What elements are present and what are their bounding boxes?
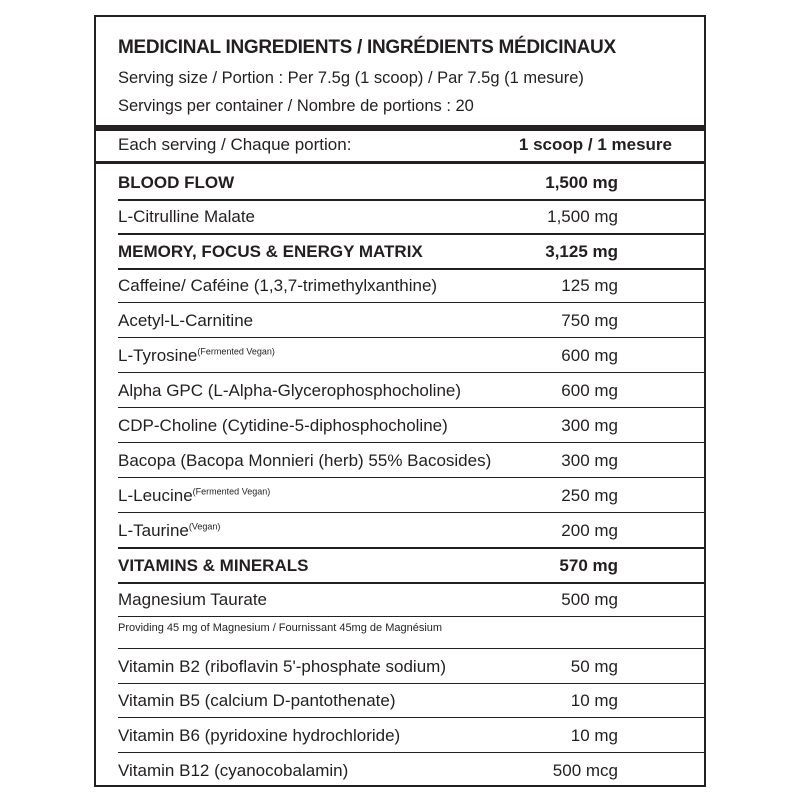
row-divider (118, 302, 704, 303)
ingredient-amount: 1,500 mg (545, 173, 618, 192)
ingredient-qualifier: (Vegan) (188, 521, 221, 532)
ingredient-amount: 300 mg (561, 416, 618, 435)
row-divider (118, 233, 704, 235)
ingredient-amount: 600 mg (561, 346, 618, 365)
ingredient-name-text: Alpha GPC (L-Alpha-Glycerophosphocholine) (118, 381, 462, 400)
row-divider (118, 477, 704, 478)
ingredient-name-text: Magnesium Taurate (118, 590, 267, 609)
serving-size: Serving size / Portion : Per 7.5g (1 scoop) / Par 7.5g (1 mesure) (118, 69, 584, 87)
ingredient-name (118, 381, 461, 401)
ingredient-name-text: L-Citrulline Malate (118, 207, 255, 226)
ingredient-name (118, 276, 437, 296)
ingredient-amount: 600 mg (561, 381, 618, 400)
ingredient-amount: 50 mg (570, 657, 618, 676)
serving-row-amount: 1 scoop / 1 mesure (518, 135, 672, 154)
ingredient-name (118, 761, 348, 781)
row-divider (118, 648, 704, 649)
ingredient-name-text: MEMORY, FOCUS & ENERGY MATRIX (118, 242, 423, 261)
ingredient-amount: 1,500 mg (547, 207, 618, 226)
row-divider (118, 337, 704, 338)
ingredient-name (118, 726, 400, 746)
row-divider (118, 752, 704, 753)
ingredient-name-text: VITAMINS & MINERALS (118, 556, 309, 575)
ingredient-name (118, 590, 267, 610)
ingredient-name (118, 207, 255, 227)
ingredient-name-text: Vitamin B5 (calcium D-pantothenate) (118, 691, 396, 710)
ingredient-name (118, 657, 446, 677)
ingredient-amount: 10 mg (570, 691, 618, 710)
row-divider (118, 407, 704, 408)
ingredient-name (118, 173, 234, 193)
ingredient-amount: 10 mg (570, 726, 618, 745)
ingredient-name (118, 416, 448, 436)
ingredient-name-text: L-Tyrosine (118, 346, 198, 365)
ingredient-amount: 750 mg (561, 311, 618, 330)
ingredient-name-text: Vitamin B2 (riboflavin 5'-phosphate sodium) (118, 657, 446, 676)
ingredient-amount: 125 mg (561, 276, 618, 295)
ingredient-name-text: BLOOD FLOW (118, 173, 235, 192)
row-divider (118, 683, 704, 684)
row-divider (118, 547, 704, 549)
row-divider (118, 268, 704, 270)
ingredient-qualifier: (Fermented Vegan) (197, 346, 275, 357)
ingredient-name-text: Providing 45 mg of Magnesium / Fournissant 45mg de Magnésium (118, 622, 443, 634)
ingredient-name-text: Bacopa (Bacopa Monnieri (herb) 55% Bacosides) (118, 451, 492, 470)
ingredient-name-text: CDP-Choline (Cytidine-5-diphosphocholine) (118, 416, 448, 435)
ingredient-amount: 500 mg (561, 590, 618, 609)
ingredient-amount: 200 mg (561, 521, 618, 540)
row-divider (118, 372, 704, 373)
servings-per-container: Servings per container / Nombre de portions : 20 (118, 97, 474, 115)
ingredient-name (118, 451, 491, 471)
ingredient-name (118, 521, 220, 541)
ingredient-name (118, 691, 396, 711)
ingredient-amount: 500 mcg (552, 761, 618, 780)
ingredient-amount: 3,125 mg (545, 242, 618, 261)
row-divider (118, 717, 704, 718)
ingredient-name (118, 622, 442, 634)
row-divider (118, 199, 704, 201)
header-rule (96, 125, 704, 131)
ingredient-name (118, 311, 253, 331)
ingredient-name (118, 346, 275, 366)
ingredient-name-text: Acetyl-L-Carnitine (118, 311, 254, 330)
ingredient-name (118, 486, 270, 506)
row-divider (118, 442, 704, 443)
ingredient-name-text: Vitamin B12 (cyanocobalamin) (118, 761, 349, 780)
ingredient-name-text: Caffeine/ Caféine (1,3,7-trimethylxanthine) (118, 276, 438, 295)
row-divider (118, 512, 704, 513)
ingredient-name (118, 242, 423, 262)
serving-rule (96, 161, 704, 164)
panel-title: MEDICINAL INGREDIENTS / INGRÉDIENTS MÉDICINAUX (118, 37, 616, 58)
ingredient-amount: 300 mg (561, 451, 618, 470)
ingredient-amount: 570 mg (559, 556, 618, 575)
ingredient-name-text: L-Taurine (118, 521, 189, 540)
ingredient-name-text: L-Leucine (118, 486, 193, 505)
row-divider (118, 582, 704, 584)
ingredient-amount: 250 mg (561, 486, 618, 505)
serving-row-label: Each serving / Chaque portion: (118, 135, 352, 154)
ingredient-name-text: Vitamin B6 (pyridoxine hydrochloride) (118, 726, 401, 745)
row-divider (118, 616, 704, 617)
ingredient-qualifier: (Fermented Vegan) (192, 486, 271, 497)
supplement-facts-panel (94, 15, 706, 787)
ingredient-name (118, 556, 308, 576)
